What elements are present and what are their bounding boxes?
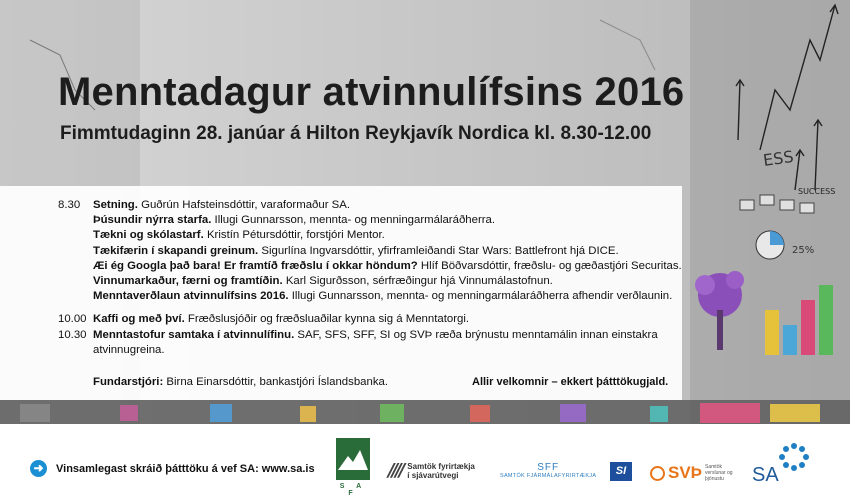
sff-logo <box>500 462 596 479</box>
program-item-title: Menntastofur samtaka í atvinnulífinu. <box>93 328 295 341</box>
program-item-speaker: Karl Sigurðsson, sérfræðingur hjá Vinnumálastofnun. <box>282 275 553 288</box>
sa-logo-text: SA <box>752 464 779 486</box>
chair-label: Fundarstjóri: <box>93 376 164 388</box>
svth-logo <box>650 463 737 483</box>
sfs-line2: í sjávarútvegi <box>407 470 459 480</box>
program-item-speaker: Fræðslusjóðir og fræðsluaðilar kynna sig á Menntatorgi. <box>184 313 470 326</box>
program-time: 10.00 <box>58 313 87 326</box>
sfs-logo <box>388 460 475 481</box>
sa-logo <box>752 440 817 485</box>
program-item <box>58 328 673 358</box>
saf-logo-icon <box>336 438 370 480</box>
program-item-title: Tækifærin í skapandi greinum. <box>93 244 259 257</box>
program-item <box>58 289 698 304</box>
page-title: Menntadagur atvinnulífsins 2016 <box>58 70 685 114</box>
sfs-bars-icon: //// <box>388 460 403 481</box>
program-item <box>58 259 698 274</box>
svth-circle-icon <box>650 466 665 481</box>
program-item <box>58 228 698 243</box>
registration-link[interactable] <box>30 460 315 477</box>
program-time: 10.30 <box>58 328 87 341</box>
svg-text:SUCCESS: SUCCESS <box>798 187 836 196</box>
program-item-speaker: SAF, SFS, SFF, SI og SVÞ ræða brýnustu menntamálin innan einstakra atvinnugreina. <box>93 328 658 356</box>
welcome-note: Allir velkomnir – ekkert þátttökugjald. <box>472 376 669 388</box>
sff-logo-text: SFF <box>537 462 560 473</box>
program-item-title: Menntaverðlaun atvinnulífsins 2016. <box>93 290 289 303</box>
event-date-location: Fimmtudaginn 28. janúar á Hilton Reykjavík Nordica kl. 8.30-12.00 <box>60 123 652 144</box>
chair-name: Birna Einarsdóttir, bankastjóri Íslandsbanka. <box>163 376 389 388</box>
program-item <box>58 213 698 228</box>
program-item <box>58 312 698 327</box>
program-item-title: Setning. <box>93 199 138 211</box>
svg-text:25%: 25% <box>792 245 815 256</box>
registration-text: Vinsamlegast skráið þátttöku á vef SA: www.sa.is <box>56 462 315 475</box>
program-item-speaker: Guðrún Hafsteinsdóttir, varaformaður SA. <box>137 199 351 211</box>
program-time: 8.30 <box>58 199 81 211</box>
program-list <box>58 198 698 358</box>
svth-logo-subtext: Samtök verslunar og þjónustu <box>705 464 733 482</box>
saf-logo-text: S A F <box>339 483 367 497</box>
svth-logo-text: SVÞ <box>668 463 703 482</box>
program-item-speaker: Illugi Gunnarsson, mennta- og menningarmálaráðherra afhendir verðlaunin. <box>288 290 673 303</box>
program-item-title: Þúsundir nýrra starfa. <box>93 214 212 227</box>
program-item <box>58 244 698 259</box>
chairperson <box>93 376 388 388</box>
svg-text:ESS: ESS <box>761 146 795 170</box>
si-logo: SI <box>610 462 632 481</box>
program-item-title: Kaffi og með því. <box>93 313 185 326</box>
arrow-right-icon: ➜ <box>30 460 47 477</box>
program-item <box>58 198 698 213</box>
program-item <box>58 274 698 289</box>
program-item-speaker: Kristín Pétursdóttir, forstjóri Mentor. <box>203 229 385 242</box>
program-item-title: Vinnumarkaður, færni og framtíðin. <box>93 275 283 288</box>
sfs-line1: Samtök fyrirtækja <box>407 461 475 471</box>
sfs-logo-text <box>407 462 475 480</box>
program-item-title: Æi ég Googla það bara! Er framtíð fræðslu í okkar höndum? <box>93 259 418 272</box>
program-item-speaker: Sigurlína Ingvarsdóttir, yfirframleiðandi Star Wars: Battlefront hjá DICE. <box>258 244 619 257</box>
program-item-title: Tækni og skólastarf. <box>93 229 204 242</box>
program-item-speaker: Hlíf Böðvarsdóttir, fræðslu- og gæðastjóri Securitas. <box>417 259 682 272</box>
program-item-speaker: Illugi Gunnarsson, mennta- og menningarmálaráðherra. <box>211 214 496 227</box>
sff-logo-subtext: SAMTÖK FJÁRMÁLAFYRIRTÆKJA <box>500 473 597 479</box>
